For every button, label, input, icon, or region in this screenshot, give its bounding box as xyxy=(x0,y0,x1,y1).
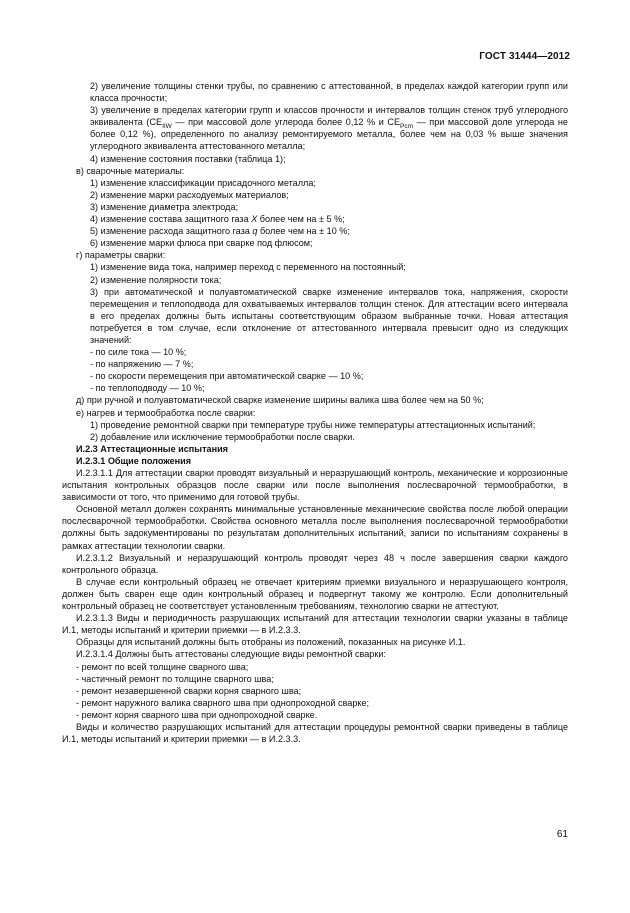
paragraph: - по скорости перемещения при автоматической сварке — 10 %; xyxy=(90,371,364,382)
document-body xyxy=(62,80,568,745)
paragraph: Виды и количество разрушающих испытаний для аттестации процедуры ремонтной сварки приведены в таблице И.1, методы испытаний и критерии приемки — в И.2.3.3. xyxy=(62,721,568,745)
paragraph: 1) изменение вида тока, например переход с переменного на постоянный; xyxy=(90,262,406,273)
paragraph: 4) изменение состава защитного газа X более чем на ± 5 %; xyxy=(90,214,345,225)
paragraph: - по силе тока — 10 %; xyxy=(90,347,187,358)
paragraph: г) параметры сварки: xyxy=(76,250,166,261)
paragraph: В случае если контрольный образец не отвечает критериям приемки визуального и неразрушающего контроля, должен быть сварен еще один контрольный образец и подвергнут такому же контролю. Если дополнительный контрольный образец не соответствует установленным требованиям, технологию сварки не аттестуют. xyxy=(62,576,568,612)
paragraph: Основной металл должен сохранять минимальные установленные механические свойства после любой операции послесварочной термообработки. Свойства основного металла после выполнения послесварочной термообработки должны быть задокументированы по результатам дополнительных испытаний, записи по испытаниям сохранены в рамках аттестации технологии сварки. xyxy=(62,504,568,551)
paragraph: 2) изменение марки расходуемых материалов; xyxy=(90,189,289,200)
paragraph: 3) увеличение в пределах категории групп и классов прочности и интервалов толщин стенок труб углеродного эквивалента ($CE_{IIW}$ — при массовой доле углерода более 0,12 % и $CE_{Pcm}$ — при массовой доле углерода не более 0,12 %), определенного по анализу ремонтируемого металла, более чем на 0,03 % выше значения углеродного эквивалента аттестованного металла; xyxy=(90,105,568,152)
paragraph: - ремонт незавершенной сварки корня сварного шва; xyxy=(76,685,302,696)
paragraph: И.2.3.1.1 Для аттестации сварки проводят визуальный и неразрушающий контроль, механические и коррозионные испытания контрольных образцов после сварки или после выполнения послесварочной термообработки, в зависимости от того, что применимо для готовой трубы. xyxy=(62,468,568,503)
paragraph: - по теплоподводу — 10 %; xyxy=(90,383,205,394)
paragraph: 1) изменение классификации присадочного металла; xyxy=(90,177,316,188)
paragraph: И.2.3.1.3 Виды и периодичность разрушающих испытаний для аттестации технологии сварки указаны в таблице И.1, методы испытаний и критерии приемки — в И.2.3.3. xyxy=(62,613,568,636)
paragraph: И.2.3 Аттестационные испытания xyxy=(76,443,228,454)
standard-header: ГОСТ 31444—2012 xyxy=(479,51,570,62)
paragraph: - ремонт по всей толщине сварного шва; xyxy=(76,661,249,672)
paragraph: И.2.3.1 Общие положения xyxy=(76,455,192,466)
paragraph: 2) добавление или исключение термообработки после сварки. xyxy=(90,431,355,442)
paragraph: Образцы для испытаний должны быть отобраны из положений, показанных на рисунке И.1. xyxy=(76,637,466,648)
paragraph: 2) изменение полярности тока; xyxy=(90,274,222,285)
paragraph: 3) изменение диаметра электрода; xyxy=(90,201,239,212)
page-number: 61 xyxy=(556,829,568,840)
paragraph: И.2.3.1.2 Визуальный и неразрушающий контроль проводят через 48 ч после завершения сварки каждого контрольного образца. xyxy=(62,552,568,575)
paragraph: е) нагрев и термообработка после сварки: xyxy=(76,407,256,418)
paragraph: - частичный ремонт по толщине сварного шва; xyxy=(76,673,274,684)
paragraph: 3) при автоматической и полуавтоматической сварке изменение интервалов тока, напряжения, скорости перемещения и теплоподвода для охватываемых интервалов толщин стенок. Для аттестации всего интервала в его пределах должны быть испытаны соответствующим образом выбранные точки. Новая аттестация потребуется в том случае, если отклонение от аттестованного интервала превысит одно из следующих значений: xyxy=(90,286,568,345)
paragraph: - ремонт наружного валика сварного шва при однопроходной сварке; xyxy=(76,697,370,708)
paragraph: И.2.3.1.4 Должны быть аттестованы следующие виды ремонтной сварки: xyxy=(76,649,386,660)
paragraph: 5) изменение расхода защитного газа q более чем на ± 10 %; xyxy=(90,226,350,237)
paragraph: д) при ручной и полуавтоматической сварке изменение ширины валика шва более чем на 50 %; xyxy=(76,395,484,406)
paragraph: 6) изменение марки флюса при сварке под флюсом; xyxy=(90,238,313,249)
paragraph: в) сварочные материалы: xyxy=(76,165,185,176)
paragraph: 1) проведение ремонтной сварки при температуре трубы ниже температуры аттестационных испытаний; xyxy=(90,419,536,430)
paragraph: 4) изменение состояния поставки (таблица 1); xyxy=(90,153,286,164)
paragraph: 2) увеличение толщины стенки трубы, по сравнению с аттестованной, в пределах каждой категории групп или класса прочности; xyxy=(90,81,568,104)
paragraph: - ремонт корня сварного шва при однопроходной сварке. xyxy=(76,709,318,720)
paragraph: - по напряжению — 7 %; xyxy=(90,359,194,370)
